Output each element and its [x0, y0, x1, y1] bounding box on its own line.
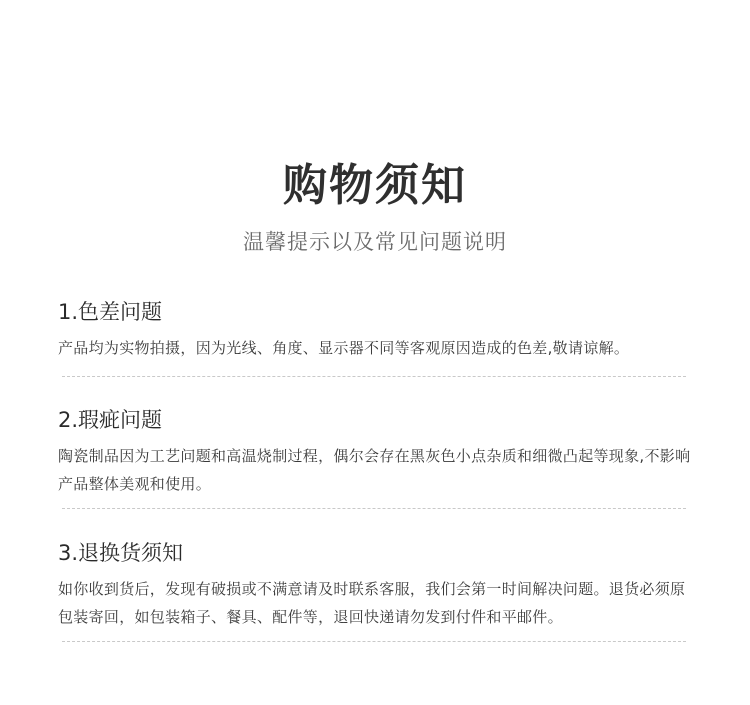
- section-body: 如你收到货后，发现有破损或不满意请及时联系客服，我们会第一时间解决问题。退货必须原包装寄回，如包装箱子、餐具、配件等，退回快递请勿发到付件和平邮件。: [58, 580, 686, 626]
- section-body: 陶瓷制品因为工艺问题和高温烧制过程，偶尔会存在黑灰色小点杂质和细微凸起等现象,不影响产品整体美观和使用。: [58, 447, 691, 493]
- section-title: 2.瑕疵问题: [58, 408, 163, 432]
- section-flaws: [58, 406, 698, 498]
- section-body: 产品均为实物拍摄，因为光线、角度、显示器不同等客观原因造成的色差,敬请谅解。: [58, 339, 630, 357]
- divider: [62, 508, 686, 509]
- divider: [62, 641, 686, 642]
- section-title: 1.色差问题: [58, 300, 163, 324]
- section-title: 3.退换货须知: [58, 541, 184, 565]
- section-returns: [58, 539, 698, 631]
- page-subtitle: 温馨提示以及常见问题说明: [243, 230, 507, 254]
- page-title: 购物须知: [283, 160, 467, 211]
- section-color-difference: [58, 298, 698, 362]
- divider: [62, 376, 686, 377]
